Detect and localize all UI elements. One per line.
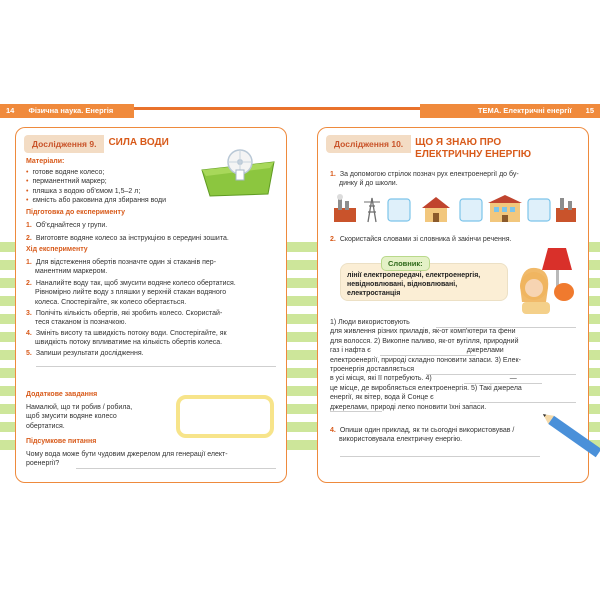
power-plant-icon [334, 194, 356, 222]
answer-line[interactable] [76, 468, 276, 469]
step-4: 4. Змініть висоту та швидкість потоку води. Спостерігайте, як швидкість потоку впливатиме на кількість обертів колеса. [26, 330, 227, 347]
task-4: 4. Опиши один приклад, як ти сьогодні використовував / використовувала електричну енергію. [330, 427, 515, 444]
blank-line[interactable] [426, 374, 576, 375]
prep-heading: Підготовка до експерименту [26, 209, 125, 216]
fill-in-paragraph: 1) Люди використовують для живлення різних приладів, як-от комп'ютери та фени для волосся. 2) Викопне паливо, як-от вугілля, природний газ і нафта є джерелами електроенергії, природі складно поновити запаси. 3) Елек- троенергія доставляється в усі місця, які її потребують. 4) — це місце, де виробляється електроенергія. 5) Такі джерела енергії, як вітер, вода й Сонце є джерелами, природі легко поновити їхні запаси. [330, 319, 522, 411]
power-tower-icon [364, 198, 380, 222]
list-item: • пляшка з водою об'ємом 1,5–2 л; [26, 187, 141, 195]
blank-line[interactable] [380, 355, 476, 356]
step-1: 1. Для відстеження обертів позначте один зі стаканів пер- манентним маркером. [26, 259, 217, 276]
step-3: 3. Полічіть кількість обертів, які зробить колесо. Скористай- теся стаканом із позначкою. [26, 310, 223, 327]
study-9-header [24, 135, 169, 153]
blank-line[interactable] [436, 327, 576, 328]
page-number-right: 15 [585, 106, 594, 115]
final-text: Чому вода може бути чудовим джерелом для генерації елект- роенергії? [26, 451, 228, 468]
dictionary-words: лінії електропередачі, електроенергія, невідновлювані, відновлювані, електростанція [347, 272, 481, 298]
energy-path-illustration [332, 194, 580, 224]
extra-text: Намалюй, що ти робив / робила, щоб змусити водяне колесо обертатися. [26, 404, 133, 430]
drawing-box[interactable] [176, 395, 274, 438]
list-item: • перманентний маркер; [26, 178, 107, 186]
blank-line[interactable] [330, 411, 382, 412]
blank-line[interactable] [464, 383, 542, 384]
study-title: ЩО Я ЗНАЮ ПРО ЕЛЕКТРИЧНУ ЕНЕРГІЮ [415, 137, 532, 160]
materials-list [26, 168, 166, 206]
dictionary-box [340, 259, 508, 301]
study-label: Дослідження 10. [326, 135, 411, 153]
header-left-tab [0, 104, 134, 118]
task-1: 1. За допомогою стрілок познач рух електроенергії до бу- динку й до школи. [330, 171, 519, 188]
study-label: Дослідження 9. [24, 135, 104, 153]
header-left-title: Фізична наука. Енергія [28, 106, 114, 115]
final-heading: Підсумкове питання [26, 438, 97, 445]
course-heading: Хід експерименту [26, 246, 88, 253]
dictionary-tag: Словник: [381, 256, 430, 271]
girl-with-lamp-icon [516, 246, 580, 316]
list-item: • ємність або раковина для збирання води [26, 197, 167, 205]
school-icon [488, 195, 522, 222]
power-plant-icon [556, 198, 576, 222]
header-right-tab [420, 104, 600, 118]
study-10-header [326, 135, 531, 160]
prep-step-1: 1. Об'єднайтеся у групи. [26, 222, 108, 229]
blank-line[interactable] [470, 402, 576, 403]
study-title: СИЛА ВОДИ [108, 137, 169, 148]
house-icon [422, 197, 450, 222]
step-2: 2. Наналийте воду так, щоб змусити водяне колесо обертатися. Рівномірно лийте воду з пляшки у верхній стакан водяного колеса. Спостерігайте, як колесо обертається. [26, 280, 236, 306]
step-5: 5. Запиши результати дослідження. [26, 350, 144, 357]
header-right-title: ТЕМА. Електричні енергії [477, 106, 572, 115]
answer-line[interactable] [340, 456, 540, 457]
task-2: 2. Скористайся словами зі словника й закінчи речення. [330, 236, 512, 243]
water-wheel-basin-icon [196, 148, 278, 198]
prep-step-2: 2. Виготовте водяне колесо за інструкцією в середині зошита. [26, 235, 229, 242]
extra-heading: Додаткове завдання [26, 391, 98, 398]
materials-heading: Матеріали: [26, 158, 65, 165]
answer-line[interactable] [36, 366, 276, 367]
pencil-icon [536, 405, 600, 465]
left-page [15, 127, 287, 483]
list-item: • готове водяне колесо; [26, 169, 105, 176]
page-number-left: 14 [6, 106, 15, 115]
